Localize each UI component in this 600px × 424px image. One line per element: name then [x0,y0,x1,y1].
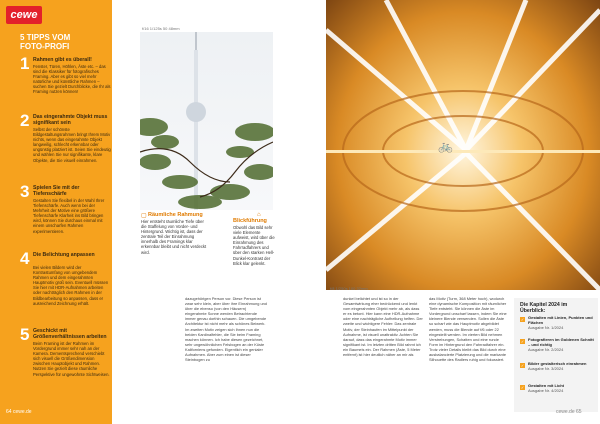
checkbox-icon: ✓ [520,385,525,390]
caption-heading-right: Blickführung [233,218,267,224]
tv-tower-photo [140,32,273,210]
cyclist-architecture-photo [326,0,600,290]
tip-heading: Die Belichtung anpassen [33,252,95,258]
body-text-col3: das Motiv (Turm, 368 Meter hoch), wodurch eine dynamische Komposition mit räumlicher Tiefe entsteht. Sie können die Äste im Vordergrund unscharf lassen, indem Sie eine kleinere Blende verwenden. Sollen die Äste so scharf wie das Hauptmotiv abgebildet werden, muss die Blende auf f/6 oder 22 eingestellt werden. Im vierten Bild nehmen Verstrebungen, Schatten und eine runde Form im Hintergrund den Fahrradfahrer ein. Trotz vieler Details bleibt das Bild durch eine ausbalancierte Platzierung und die markante Silhouette des Radlers ruhig und fokussiert. [429,296,507,363]
checkbox-icon: ✓ [520,363,525,368]
photo-exif-2: f/8 1/250s 100 32mm [330,286,368,291]
arches-graphic [326,0,600,290]
page-folio-left: 64 cewe.de [6,409,32,415]
body-text-col1: dazugehörigen Person vor. Diese Person ist zwar sehr klein, aber über ihre Einrahmung und über die ebenso (von den Häusern) eingerahmte Sonne werden Betrachtende immer genau dorthin schauen. Die umgebende Architektur ist nicht mehr als schönes Beiwerk. Im zweiten Motiv zeigen sich Ihnen nun die beiden Kardinalfehler, die Sie beim Framing machen können. Ich habe diesen gezeichnet, sehr ungewöhnlichen Felsbogen an der Küste Kaliforniens gefunden. Eigentlich ein genialer Aufnahmen. Aber zum einen ist dieser Steinbogen zu [185,296,267,363]
chapter-overview-box: Die Kapitel 2024 im Überblick: ✓ Gestalten mit Linien, Punkten und Flächen Ausgabe Nr. 1/2024 ✓ Fotografieren im Goldenen Schnitt – und richtig Ausgabe Nr. 2/2024 ✓ Bilder gestalterisch einrahmen Ausgabe Nr. 3/2024 ✓ Gestalten mit Licht Ausgabe Nr. 4/2024 [514,298,598,412]
caption-left: Hier entsteht räumliche Tiefe über die Staffelung von Vorder- und Hintergrund. Wichtig ist, dass der zentrale Teil der Einrahmung innerhalb des Framings klar erkennbar bleibt und nicht verdeckt wird. [141,219,207,255]
tip-heading: Rahmen gibt es überall! [33,57,92,63]
tip-body: Beim Framing ist der Rahmen im Vordergrund immer sehr nah an der Kamera. Dementsprechend verschiebt sich visuell die Größendimension zwischen Hauptobjekt und Rahmen. Nutzen Sie gezielt diese räumliche Perspektive für ungewohnte Sichtweisen. [33,341,110,377]
camera-icon: ⌂ [257,212,261,218]
frame-icon: ▢ [141,213,147,219]
tip-body: Gestalten Sie flexibel in der Wahl Ihrer Tiefenschärfe. Auch wenn bei der Mehrheit der Motive eine größere Tiefenschärfe Klarheit ins Bild bringen wird, können Sie durchaus einmal mit einem unscharfen Rahmen experimentieren. [33,198,105,234]
photo-exif-1: f/16 1/125s 50 48mm [142,26,180,31]
branches-frame-graphic [140,32,273,210]
page-folio-right: cewe.de 65 [556,409,582,415]
body-text-col2: dunkel belichtet und ist so in der Gesamtwirkung eher bedrückend und lenkt vom eingerahmten Objekt mehr ab, als dass er es betont. Hier kann eine HDR-Aufnahme oder eine nachträgliche Aufhellung helfen. Der zweite und wichtigere Fehler: Das zentrale Motiv, der Steinhaufen im Mittelpunkt der Aufnahme, ist visuell unattraktiv. Achten Sie darauf, dass das eingerahmte Motiv immer signifikant ist. Im letzten dritten Bild rahmt ich ein Baumels ein. Der Rahmen (Äste, 5 Meter entfernt) ist hier deutlich näher an mir als [343,296,423,358]
caption-heading-left: Räumliche Rahmung [148,212,203,218]
tip-heading: Das eingerahmte Objekt muss signifikant sein [33,114,108,126]
tip-body: Bei vielen Bildern wird der Kontrastumfang von umgebendem Rahmen und dem eingerahmten Hauptmotiv groß sein. Eventuell müssen Sie hier mit HDR-Aufnahmen arbeiten oder nachträglich den Rahmen in der Bildbearbeitung so anpassen, dass er ausreichend Zeichnung erhält. [33,265,109,306]
tip-body: Fenster, Türen, Höhlen, Äste etc. – das sind die Klassiker für fotografisches Framing. Aber es gibt so viel mehr natürliche und künstliche Rahmen – suchen Sie gezielt Durchblicke, die Ihr als Framing nutzen können! [33,64,111,95]
tip-body: Selbst der schönste Bildgestaltungsrahmen bringt Ihrem Motiv nichts, wenn das eingerahmte Objekt langweilig, schlecht erkennbar oder ungünstig platziert ist. Seien Sie eindeutig und wählen Sie nur signifikante, klare Objekte, die Sie visuell einrahmen. [33,127,111,163]
checkbox-icon: ✓ [520,339,525,344]
tip-heading: Spielen Sie mit der Tiefenschärfe [33,185,80,197]
cyclist-silhouette: 🚲 [438,139,453,153]
tip-heading: Geschickt mit Größenverhältnissen arbeiten [33,328,107,340]
brand-logo: cewe [6,6,42,24]
box-title: Die Kapitel 2024 im Überblick: [520,302,568,314]
tips-sidebar: cewe 5 TIPPS VOM FOTO-PROFI 1 Rahmen gibt es überall! Fenster, Türen, Höhlen, Äste etc. – das sind die Klassiker für fotografisches Framing. Aber es gibt so viel mehr natürliche und künstliche Rahmen – suchen Sie gezielt Durchblicke, die Ihr als Framing nutzen können! 2 Das eingerahmte Objekt muss signifikant sein Selbst der schönste Bildgestaltungsrahmen bringt Ihrem Motiv nichts, wenn das eingerahmte Objekt langweilig, schlecht erkennbar oder ungünstig platziert ist. Seien Sie eindeutig und wählen Sie nur signifikante, klare Objekte, die Sie visuell einrahmen. 3 Spielen Sie mit der Tiefenschärfe Gestalten Sie flexibel in der Wahl Ihrer Tiefenschärfe. Auch wenn bei der Mehrheit der Motive eine größere Tiefenschärfe Klarheit ins Bild bringen wird, können Sie durchaus einmal mit einem unscharfen Rahmen experimentieren. 4 Die Belichtung anpassen Bei vielen Bildern wird der Kontrastumfang von umgebendem Rahmen und dem eingerahmten Hauptmotiv groß sein. Eventuell müssen Sie hier mit HDR-Aufnahmen arbeiten oder nachträglich den Rahmen in der Bildbearbeitung so anpassen, dass er ausreichend Zeichnung erhält. 5 Geschickt mit Größenverhältnissen arbeiten Beim Framing ist der Rahmen im Vordergrund immer sehr nah an der Kamera. Dementsprechend verschiebt sich visuell die Größendimension zwischen Hauptobjekt und Rahmen. Nutzen Sie gezielt diese räumliche Perspektive für ungewohnte Sichtweisen. 64 cewe.de [0,0,112,424]
caption-right: Obwohl das Bild sehr viele Elemente aufweist, wird über die Einrahmung des Fahrradfahrers und über den starken Hell-Dunkel-Kontrast der Blick klar gelenkt. [233,225,275,266]
sidebar-title: 5 TIPPS VOM FOTO-PROFI [20,33,71,51]
checkbox-icon: ✓ [520,317,525,322]
